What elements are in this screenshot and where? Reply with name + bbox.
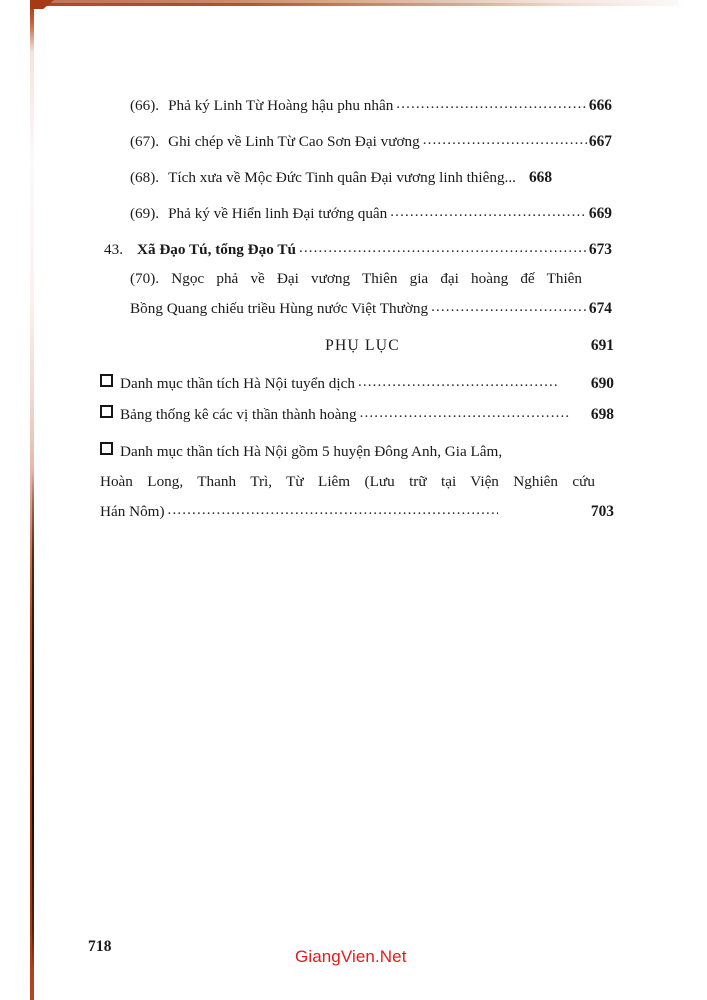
toc-entry-page: 674 [588,300,612,317]
toc-entry [130,98,612,114]
toc-entry-title: Phả ký Linh Từ Hoàng hậu phu nhân [168,97,394,114]
toc-entry-number: (66). [130,97,160,114]
scan-edge-top [30,3,678,6]
dot-leader [360,406,570,421]
dot-leader [396,97,587,112]
toc-entry [130,206,612,222]
square-bullet-icon [100,442,113,455]
toc-entry-page: 667 [588,133,612,150]
toc-section-title: Xã Đạo Tú, tổng Đạo Tú [136,241,296,258]
toc-entry-line [130,294,612,324]
toc-entry-title-part1: Ngọc phả về Đại vương Thiên gia đại hoàng đế Thiên [171,270,582,287]
toc-entry [130,170,615,186]
site-watermark: GiangVien.Net [295,947,407,966]
appendix-item-label-part3: Hán Nôm) [100,503,165,520]
toc-entry-title: Ghi chép về Linh Từ Cao Sơn Đại vương [168,133,420,150]
toc-entry-title: Phả ký về Hiển linh Đại tướng quân [168,205,388,222]
dot-leader [431,292,587,322]
appendix-item [100,406,614,423]
page-number: 718 [88,938,112,955]
dot-leader [299,241,587,256]
appendix-item-multiline [100,437,614,527]
square-bullet-icon [100,374,113,387]
appendix-item-label: Danh mục thần tích Hà Nội tuyển dịch [120,375,355,392]
appendix-heading-page: 691 [590,337,614,354]
toc-entry-multiline [130,264,612,324]
appendix-heading: PHỤ LỤC [325,337,400,354]
appendix-item-page: 703 [590,503,614,520]
dot-leader [390,205,587,220]
appendix-item-label-part1: Danh mục thần tích Hà Nội gồm 5 huyện Đông Anh, Gia Lâm, [120,443,503,460]
appendix-item-label-part2: Hoàn Long, Thanh Trì, Từ Liêm (Lưu trữ tại Viện Nghiên cứu [100,473,595,490]
dot-leader [358,375,558,390]
dot-leader [423,133,587,148]
scan-edge-left-core [32,470,34,970]
appendix-item-line [100,467,595,497]
toc-section-number: 43. [104,241,123,258]
toc-entry-page: 666 [588,97,612,114]
toc-entry-line [130,264,582,294]
toc-entry-title: Tích xưa về Mộc Đức Tinh quân Đại vương linh thiêng... [168,169,516,186]
appendix-item-page: 698 [590,406,614,423]
dot-leader [168,495,498,525]
toc-section-page: 673 [588,241,612,258]
square-bullet-icon [100,405,113,418]
toc-entry [130,134,612,150]
appendix-item-page: 690 [590,375,614,392]
toc-section-heading [104,242,612,258]
toc-entry-number: (68). [130,169,160,186]
appendix-item-label: Bảng thống kê các vị thần thành hoàng [120,406,357,423]
appendix-item-line [100,437,614,467]
toc-entry-number: (69). [130,205,160,222]
toc-entry-page: 669 [588,205,612,222]
appendix-heading-row [104,337,614,355]
toc-entry-number: (67). [130,133,160,150]
toc-entry-number: (70). [130,270,160,287]
appendix-item [100,375,614,392]
toc-entry-title-part2: Bồng Quang chiếu triều Hùng nước Việt Thường [130,300,429,317]
appendix-item-line [100,497,614,527]
toc-entry-page: 668 [528,169,553,186]
